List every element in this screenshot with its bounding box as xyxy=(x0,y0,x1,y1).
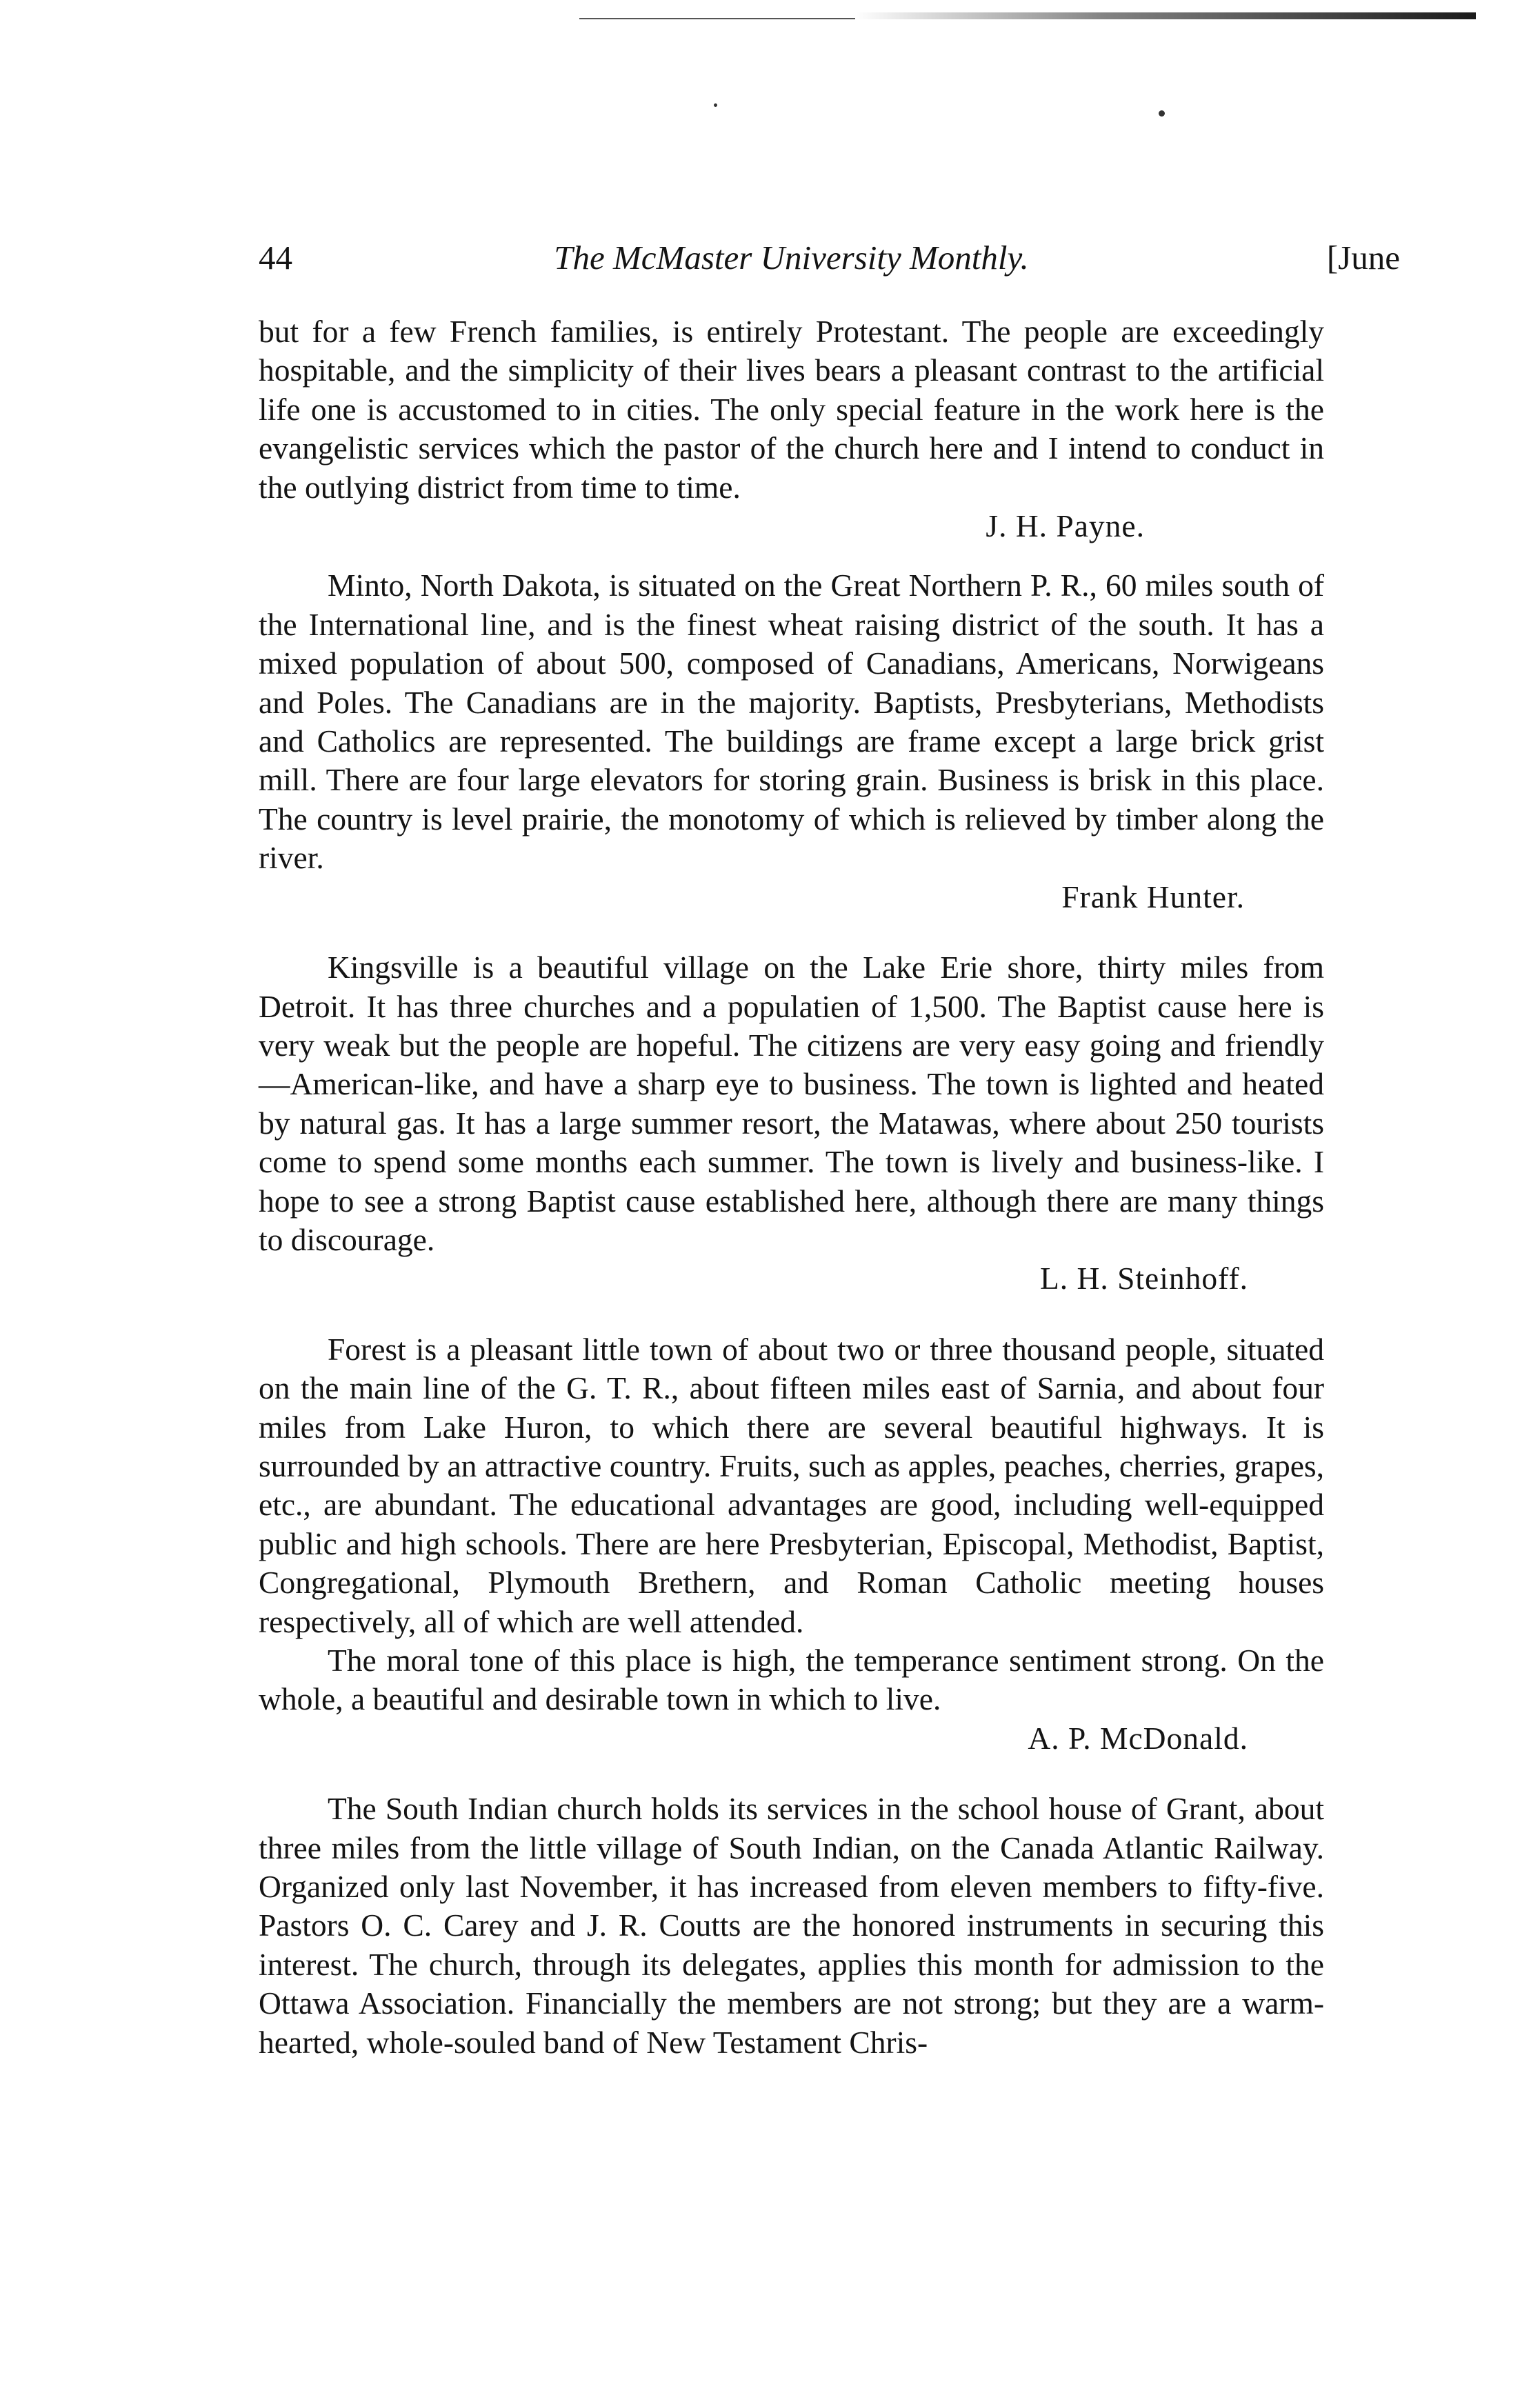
running-head xyxy=(259,238,1400,286)
article-paragraph: Kingsville is a beautiful village on the Lake Erie shore, thirty miles from Detroit. It has three churches and a populatien of 1,500. The Baptist cause here is very weak but the people are hopeful. The citizens are very easy going and friendly—American-like, and have a sharp eye to business. The town is lighted and heated by natural gas. It has a large summer resort, the Matawas, where about 250 tourists come to spend some months each summer. The town is lively and business-like. I hope to see a strong Baptist cause established here, although there are many things to discourage. xyxy=(259,950,1324,1257)
page-body xyxy=(259,238,1400,2062)
article-paragraph: Minto, North Dakota, is situated on the Great Northern P. R., 60 miles south of the International line, and is the finest wheat raising district of the south. It has a mixed population of about 500, composed of Canadians, Americans, Norwigeans and Poles. The Canadians are in the majority. Baptists, Presbyterians, Methodists and Catholics are represented. The buildings are frame except a large brick grist mill. There are four large elevators for storing grain. Business is brisk in this place. The country is level prairie, the monotomy of which is relieved by timber along the river. xyxy=(259,568,1324,876)
author-signature: A. P. McDonald. xyxy=(1028,1720,1248,1756)
scan-speck xyxy=(714,103,717,107)
article-paragraph: but for a few French families, is entirely Protestant. The people are exceedingly hospitable, and the simplicity of their lives bears a pleasant contrast to the artificial life one is accustomed to in cities. The only special feature in the work here is the evangelistic services which the pastor of the church here and I intend to conduct in the outlying district from time to time. xyxy=(259,314,1324,505)
author-signature: L. H. Steinhoff. xyxy=(1039,1261,1248,1296)
scan-artifact-rule xyxy=(579,18,855,19)
scan-artifact-band xyxy=(855,12,1476,19)
author-signature: J. H. Payne. xyxy=(986,508,1145,544)
article-paragraph: The moral tone of this place is high, the temperance sentiment strong. On the whole, a beautiful and desirable town in which to live. xyxy=(259,1643,1324,1717)
article-paragraph: The South Indian church holds its services in the school house of Grant, about three miles from the little village of South Indian, on the Canada Atlantic Railway. Organized only last November, it has increased from eleven members to fifty-five. Pastors O. C. Carey and J. R. Coutts are the honored instruments in securing this interest. The church, through its delegates, applies this month for admission to the Ottawa Association. Financially the members are not strong; but they are a warm-hearted, whole-souled band of New Testament Chris- xyxy=(259,1791,1324,2060)
page-number: 44 xyxy=(259,239,292,277)
article-paragraph: Forest is a pleasant little town of about two or three thousand people, situated on the main line of the G. T. R., about fifteen miles east of Sarnia, and about four miles from Lake Huron, to which there are several beautiful highways. It is surrounded by an attractive country. Fruits, such as apples, peaches, cherries, grapes, etc., are abundant. The educational advantages are good, including well-equipped public and high schools. There are here Presbyterian, Episcopal, Methodist, Baptist, Congregational, Plymouth Brethern, and Roman Catholic meeting houses respectively, all of which are well attended. xyxy=(259,1331,1324,1639)
journal-title: The McMaster University Monthly. xyxy=(554,239,1029,277)
author-signature: Frank Hunter. xyxy=(1061,879,1245,914)
issue-month: [June xyxy=(1326,239,1400,277)
scan-speck xyxy=(1159,110,1165,117)
